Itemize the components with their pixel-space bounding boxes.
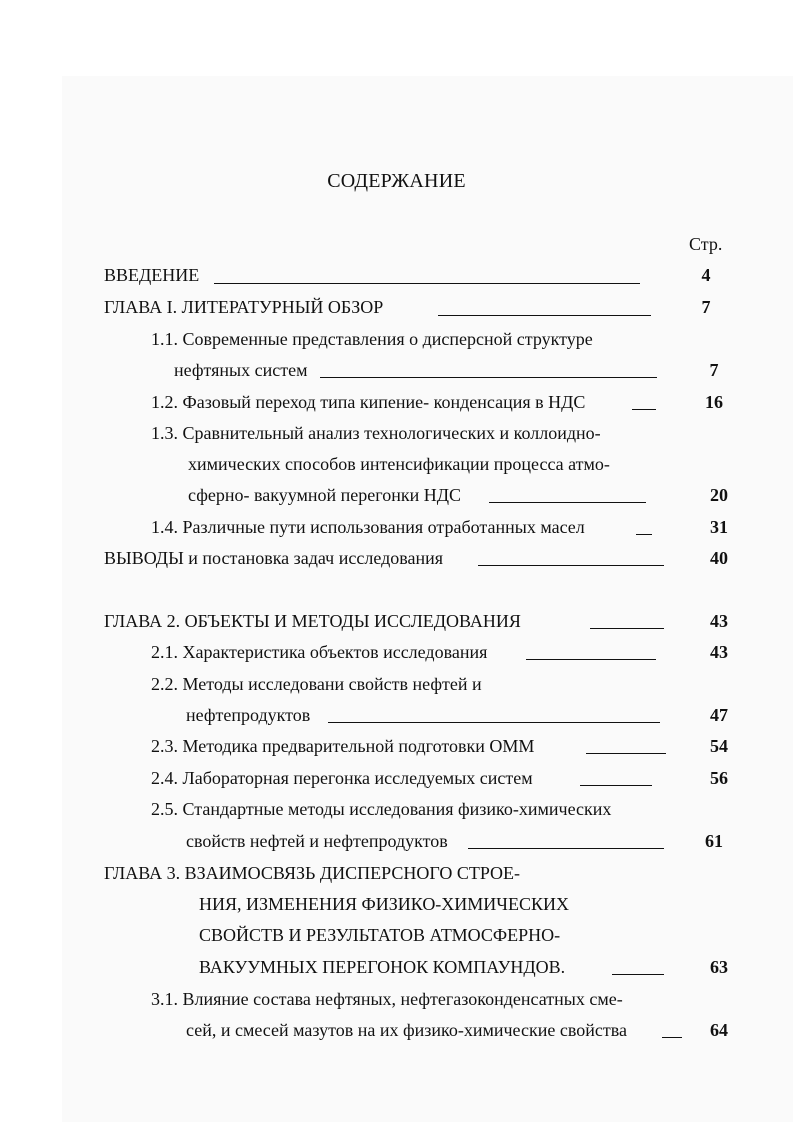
leader-line: [320, 377, 657, 378]
page-number: 16: [705, 392, 723, 412]
page-title: СОДЕРЖАНИЕ: [327, 170, 466, 192]
toc-entry-2-5[interactable]: 2.5. Стандартные методы исследования физико-химических: [151, 799, 612, 819]
toc-entry-chapter-3-cont: НИЯ, ИЗМЕНЕНИЯ ФИЗИКО-ХИМИЧЕСКИХ: [199, 894, 570, 914]
leader-line: [612, 974, 664, 975]
toc-entry-chapter-3-cont: СВОЙСТВ И РЕЗУЛЬТАТОВ АТМОСФЕРНО-: [199, 925, 561, 945]
leader-line: [438, 315, 651, 316]
toc-entry-chapter-2[interactable]: ГЛАВА 2. ОБЪЕКТЫ И МЕТОДЫ ИССЛЕДОВАНИЯ: [104, 611, 521, 631]
page-number: 7: [709, 360, 719, 380]
page-number: 54: [710, 736, 728, 756]
toc-entry-chapter-3-cont: ВАКУУМНЫХ ПЕРЕГОНОК КОМПАУНДОВ.: [199, 957, 566, 977]
toc-entry-2-4[interactable]: 2.4. Лабораторная перегонка исследуемых систем: [151, 768, 533, 788]
toc-entry-introduction[interactable]: ВВЕДЕНИЕ: [104, 265, 200, 285]
toc-entry-conclusions[interactable]: ВЫВОДЫ и постановка задач исследования: [104, 548, 444, 568]
toc-entry-3-1-cont: сей, и смесей мазутов на их физико-химические свойства: [186, 1020, 627, 1040]
toc-entry-1-2[interactable]: 1.2. Фазовый переход типа кипение- конденсация в НДС: [151, 392, 586, 412]
page-number: 47: [710, 705, 728, 725]
toc-entry-2-3[interactable]: 2.3. Методика предварительной подготовки ОММ: [151, 736, 535, 756]
toc-entry-2-2[interactable]: 2.2. Методы исследовани свойств нефтей и: [151, 674, 482, 694]
toc-entry-1-3-cont: сферно- вакуумной перегонки НДС: [188, 485, 461, 505]
page-number: 40: [710, 548, 728, 568]
page-number: 4: [701, 265, 711, 285]
leader-line: [328, 722, 660, 723]
toc-entry-2-1[interactable]: 2.1. Характеристика объектов исследования: [151, 642, 488, 662]
page-number: 61: [705, 831, 723, 851]
page-number: 20: [710, 485, 728, 505]
leader-line: [489, 502, 646, 503]
page-number: 31: [710, 517, 728, 537]
toc-entry-2-2-cont: нефтепродуктов: [186, 705, 311, 725]
leader-line: [636, 534, 652, 535]
leader-line: [632, 409, 656, 410]
leader-line: [586, 753, 666, 754]
leader-line: [468, 848, 664, 849]
toc-entry-chapter-3[interactable]: ГЛАВА 3. ВЗАИМОСВЯЗЬ ДИСПЕРСНОГО СТРОЕ-: [104, 863, 521, 883]
toc-entry-2-5-cont: свойств нефтей и нефтепродуктов: [186, 831, 448, 851]
toc-entry-1-4[interactable]: 1.4. Различные пути использования отработанных масел: [151, 517, 585, 537]
page-number: 43: [710, 642, 728, 662]
page-column-label: Стр.: [689, 234, 723, 254]
toc-entry-3-1[interactable]: 3.1. Влияние состава нефтяных, нефтегазоконденсатных сме-: [151, 989, 623, 1009]
leader-line: [590, 628, 664, 629]
leader-line: [526, 659, 656, 660]
page-number: 63: [710, 957, 728, 977]
leader-line: [580, 785, 652, 786]
page-number: 7: [701, 297, 711, 317]
toc-entry-1-1-cont: нефтяных систем: [174, 360, 308, 380]
toc-entry-1-3-cont: химических способов интенсификации процесса атмо-: [188, 454, 610, 474]
toc-entry-chapter-1[interactable]: ГЛАВА I. ЛИТЕРАТУРНЫЙ ОБЗОР: [104, 297, 384, 317]
toc-entry-1-1[interactable]: 1.1. Современные представления о дисперсной структуре: [151, 329, 593, 349]
toc-entry-1-3[interactable]: 1.3. Сравнительный анализ технологических и коллоидно-: [151, 423, 601, 443]
page-number: 64: [710, 1020, 728, 1040]
page-number: 43: [710, 611, 728, 631]
leader-line: [214, 283, 640, 284]
leader-line: [662, 1037, 682, 1038]
leader-line: [478, 565, 664, 566]
page-number: 56: [710, 768, 728, 788]
